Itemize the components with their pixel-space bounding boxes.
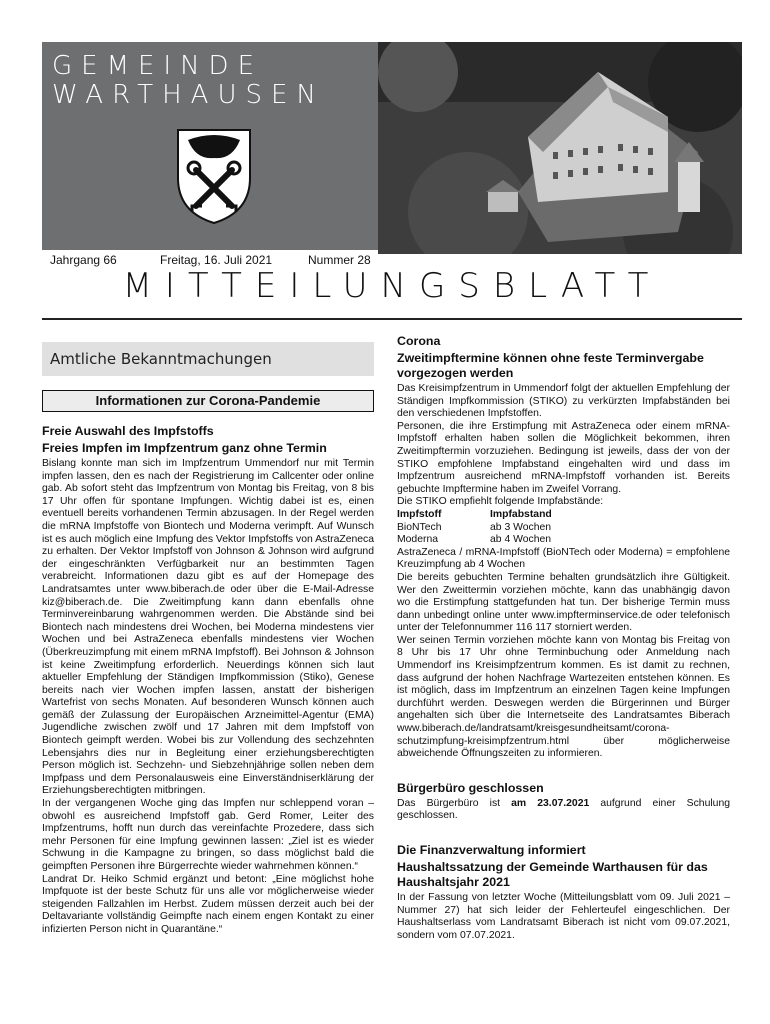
issue-date: Freitag, 16. Juli 2021 (160, 253, 273, 267)
table-cell: ab 3 Wochen (490, 521, 552, 533)
newsletter-title: MITTEILUNGSBLATT (122, 266, 662, 306)
heading-buergerbuero: Bürgerbüro geschlossen (397, 780, 544, 795)
heading-zweitimpftermine: Zweitimpftermine können ohne feste Terminvergabe vorgezogen werden (397, 351, 704, 380)
paragraph-impfen-2: In der vergangenen Woche ging das Impfen nur schleppend voran – obwohl es ausreichend Impfstoff gab. Gerd Romer, Leiter des Impfzentrums, hofft nun durch das vereinfachte Prozedere, dass sich mehr Personen für eine Impfung gewinnen lassen: „Ziel ist es wieder Schwung in die Kampagne zu bringen, so dass möglichst bald die geimpften Personen ihre Bürgerrechte wieder wahrnehmen können.“ (42, 798, 374, 872)
table-cell: Moderna (397, 534, 439, 546)
table-header-cell: Impfstoff (397, 508, 442, 520)
municipality-name: GEMEINDE WARTHAUSEN (52, 51, 325, 110)
table-header-cell: Impfabstand (490, 508, 552, 520)
issue-volume: Jahrgang 66 (50, 253, 117, 267)
table-cell: BioNTech (397, 521, 442, 533)
left-column (42, 330, 374, 937)
paragraph-zweit-3: Die STIKO empfiehlt folgende Impfabstände: (397, 496, 604, 508)
section-header: Amtliche Bekanntmachungen (42, 342, 374, 376)
paragraph-astrazeneca: AstraZeneca / mRNA-Impfstoff (BioNTech oder Moderna) = empfohlene Kreuzimpfung ab 4 Wochen (397, 546, 730, 571)
paragraph-zweit-5: Wer seinen Termin vorziehen möchte kann von Montag bis Freitag von 8 Uhr bis 17 Uhr ohne Terminbuchung oder Anmeldung nach Ummendorf ins Kreisimpfzentrum kommen. Es ist damit zu rechnen, dass aufgrund der hohen Nachfrage Wartezeiten entstehen können. Es ist möglich, dass im Impfzentrum an einzelnen Tagen keine Impfungen durchführt werden. Deswegen werden die Bürgerinnen und Bürger angehalten sich über die Internetseite des Landratsamtes Biberach www.biberach.de/landratsamt/kreisgesundheitsamt/corona-schutzimpfung-kreisimpfzentrum.html über möglicherweise abweichende Öffnungszeiten zu informieren. (397, 634, 730, 760)
masthead-title-panel (42, 42, 378, 254)
paragraph-impfen-1: Bislang konnte man sich im Impfzentrum Ummendorf nur mit Termin impfen lassen, den es nach der Registrierung im Callcenter oder online gab. Ab sofort steht das Impfzentrum von Montag bis Freitag, von 8 bis 17 Uhr offen für spontane Impfungen. Wichtig dabei ist es, einen eventuell bereits vorhandenen Termin abzusagen. In der Regel werden die mRNA Impfstoffe von Biontech und Moderna verimpft. Auf Wunsch ist es auch möglich eine Impfung des Vektor Impfstoffs von AstraZeneca zu erhalten. Der Vektor Impfstoff von Johnson & Johnson wird aufgrund der eingeschränkten Verfügbarkeit nur an bestimmten Tagen verabreicht. Informationen dazu gibt es auf der Homepage des Landratsamtes unter www.biberach.de oder über die E-Mail-Adresse kiz@biberach.de. Die Zweitimpfung kann dann ebenfalls ohne Terminvereinbarung wahrgenommen werden. Die Abstände sind bei Biontech nach mindestens drei Wochen, bei Moderna mindestens vier Wochen und bei AstraZeneca ebenfalls mindestens vier Wochen (Überkreuzimpfung mit einem mRNA Impfstoff). Bei Johnson & Johnson ist keine Zweitimpfung erforderlich. Neuerdings können sich laut aktueller Empfehlung der Ständigen Impfkommission (Stiko), Genese bereits nach vier Wochen impfen lassen, anstatt der bisherigen Wartefrist von sechs Monaten. Auf besonderen Wunsch können auch gemäß der Zulassung der Europäischen Arzneimittel-Agentur (EMA) Jugendliche zwischen zwölf und 17 Jahren mit dem Impfstoff von Biontech geimpft werden. Wobei bis zur Vollendung des sechzehnten Lebensjahrs dies nur in Begleitung einer erziehungsberechtigten Person möglich ist. Sechzehn- und Siebzehnjährige sollen neben dem Impfpass und dem Personalausweis eine Einverständniserklärung der Erziehungsberechtigten mitbringen. (42, 458, 374, 797)
heading-finanzverwaltung: Die Finanzverwaltung informiert (397, 843, 586, 857)
title-rule (42, 318, 742, 320)
impfabstand-table (397, 509, 730, 547)
castle-aerial-photo (378, 42, 742, 254)
right-column (397, 330, 730, 942)
masthead (42, 42, 742, 267)
paragraph-zweit-4: Die bereits gebuchten Termine behalten grundsätzlich ihre Gültigkeit. Wer den Zweittermin vorziehen möchte, kann das unabhängig davon wo die Erstimpfung stattgefunden hat tun. Der bisherige Termin muss dann unbedingt online unter www.impfterminservice.de oder telefonisch unter der Telefonnummer 116 117 storniert werden. (397, 571, 730, 634)
paragraph-zweit-1: Das Kreisimpfzentrum in Ummendorf folgt der aktuellen Empfehlung der Ständigen Impfkommission (STIKO) zu verkürzten Impfabständen bei den verschiedenen Impfstoffen. (397, 383, 730, 420)
issue-number: Nummer 28 (308, 253, 371, 267)
paragraph-buergerbuero: Das Bürgerbüro ist am 23.07.2021 aufgrund einer Schulung geschlossen. (397, 797, 730, 822)
coat-of-arms-icon (174, 126, 254, 226)
corona-info-box: Informationen zur Corona-Pandemie (42, 390, 374, 412)
heading-haushaltssatzung: Haushaltssatzung der Gemeinde Warthausen für das Haushaltsjahr 2021 (397, 860, 708, 889)
paragraph-haushalt: In der Fassung von letzter Woche (Mitteilungsblatt vom 09. Juli 2021 – Nummer 27) hat sich leider der Fehlerteufel eingeschlichen. Der Haushaltserlass vom Landratsamt Biberach ist nicht vom 09.07.2021, sondern vom 07.07.2021. (397, 892, 730, 941)
paragraph-impfen-3: Landrat Dr. Heiko Schmid ergänzt und betont: „Eine möglichst hohe Impfquote ist der beste Schutz für uns alle vor möglicherweise wieder steigenden Fallzahlen im Herbst. Zudem müssen derzeit auch bei der Deltavariante vollständig Geimpfte nach einem engen Kontakt zu einer infizierten Person nicht in Quarantäne.“ (42, 873, 374, 935)
heading-freies-impfen: Freies Impfen im Impfzentrum ganz ohne Termin (42, 441, 327, 455)
heading-impfstoff: Freie Auswahl des Impfstoffs (42, 424, 214, 438)
paragraph-zweit-2: Personen, die ihre Erstimpfung mit AstraZeneca oder einem mRNA-Impfstoff erhalten haben sollen die Möglichkeit bekommen, ihren Zweitimpftermin vorzuziehen. Bedingung ist jeweils, dass der von der STIKO empfohlene Impfabstand eingehalten wird und dass im Impfzentrum ausreichend mRNA-Impfstoff vorhanden ist. Bereits gebuchte Impftermine haben im Zweifel Vorrang. (397, 420, 730, 495)
table-cell: ab 4 Wochen (490, 534, 552, 546)
heading-corona: Corona (397, 334, 441, 348)
